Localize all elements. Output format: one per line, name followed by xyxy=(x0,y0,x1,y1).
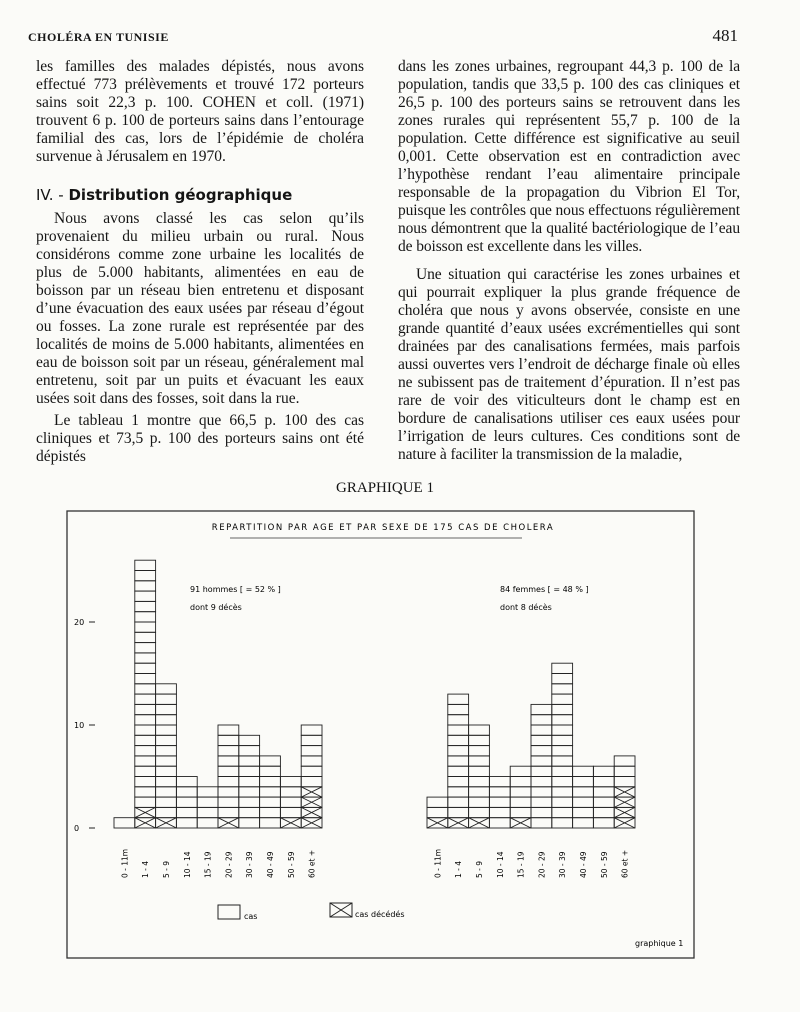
bar-femmes-1 xyxy=(448,694,469,828)
x-tick-label: 60 et + xyxy=(307,849,317,878)
case-cell xyxy=(510,766,531,776)
case-cell xyxy=(531,787,552,797)
case-cell xyxy=(510,777,531,787)
case-cell xyxy=(573,787,594,797)
case-cell xyxy=(135,715,156,725)
case-cell xyxy=(218,735,239,745)
bar-hommes-1 xyxy=(135,560,156,828)
case-cell xyxy=(614,756,635,766)
x-tick-label: 30 - 39 xyxy=(245,851,255,878)
men-deaths-annotation: dont 9 décès xyxy=(190,603,242,612)
case-cell xyxy=(510,797,531,807)
bar-femmes-2 xyxy=(469,725,490,828)
case-cell xyxy=(114,818,135,828)
x-tick-label: 20 - 29 xyxy=(537,851,547,878)
case-cell xyxy=(531,715,552,725)
case-cell xyxy=(239,746,260,756)
case-cell xyxy=(239,797,260,807)
case-cell xyxy=(427,807,448,817)
paragraph: dans les zones urbaines, regroupant 44,3 p. 100 de la population, tandis que 33,5 p. 100 des cas cliniques et 26,5 p. 100 des porteurs sains se retrouvent dans les zones rurales qui représentent 55,7 p. 100 de la population. Cette différence est significative au seuil 0,001. Cette observation est en contradiction avec l’hypothèse rendant l’eau alimentaire principale responsable de la propagation du Vibrion El Tor, puisque les contrôles que nous effectuons régulièrement nous démontrent que la qualité bactériologique de l’eau de boisson est excellente dans les villes. xyxy=(398,58,741,255)
case-cell xyxy=(280,797,301,807)
paragraph: Le tableau 1 montre que 66,5 p. 100 des cas cliniques et 73,5 p. 100 des porteurs sains ont été dépistés xyxy=(36,412,364,465)
case-cell xyxy=(531,756,552,766)
case-cell xyxy=(135,684,156,694)
x-tick-label: 50 - 59 xyxy=(599,851,609,878)
case-cell xyxy=(448,756,469,766)
case-cell xyxy=(239,818,260,828)
bar-hommes-5 xyxy=(218,725,239,828)
case-cell xyxy=(260,766,281,776)
x-tick-label: 5 - 9 xyxy=(162,860,171,878)
case-cell xyxy=(197,818,218,828)
case-cell xyxy=(135,746,156,756)
case-cell xyxy=(156,746,177,756)
case-cell xyxy=(135,571,156,581)
case-cell xyxy=(552,735,573,745)
case-cell xyxy=(218,777,239,787)
case-cell xyxy=(552,725,573,735)
bar-hommes-4 xyxy=(197,787,218,828)
case-cell xyxy=(448,766,469,776)
case-cell xyxy=(531,725,552,735)
x-tick-label: 1 - 4 xyxy=(141,860,151,878)
y-tick-label: 20 xyxy=(74,618,85,627)
case-cell xyxy=(531,735,552,745)
paragraph: Nous avons classé les cas selon qu’ils provenaient du milieu urbain ou rural. Nous considérons comme zone urbaine les localités de plus de 5.000 habitants, alimentées en eau de boisson par un réseau bien entretenu et disposant d’une évacuation des eaux usées par réseau d’égout ou fosses. La zone rurale est représentée par des localités de moins de 5.000 habitants, alimentées en eau de boisson soit par un réseau, généralement mal entretenu, soit par un puits et évacuant les eaux usées soit dans des fosses, soit dans la rue. xyxy=(36,210,364,407)
case-cell xyxy=(197,807,218,817)
case-cell xyxy=(135,632,156,642)
case-cell xyxy=(573,818,594,828)
case-cell xyxy=(552,777,573,787)
case-cell xyxy=(135,725,156,735)
case-cell xyxy=(531,777,552,787)
case-cell xyxy=(135,674,156,684)
case-cell xyxy=(239,756,260,766)
x-tick-label: 0 - 11m xyxy=(433,848,443,878)
case-cell xyxy=(156,694,177,704)
case-cell xyxy=(573,766,594,776)
bar-femmes-8 xyxy=(593,766,614,828)
case-cell xyxy=(218,807,239,817)
case-cell xyxy=(176,777,197,787)
case-cell xyxy=(573,777,594,787)
case-cell xyxy=(260,797,281,807)
case-cell xyxy=(593,818,614,828)
legend-cases-label: cas xyxy=(244,912,258,921)
case-cell xyxy=(469,725,490,735)
bar-femmes-7 xyxy=(573,766,594,828)
figure-heading: GRAPHIQUE 1 xyxy=(336,480,434,496)
case-cell xyxy=(280,807,301,817)
y-tick-label: 0 xyxy=(74,824,80,833)
case-cell xyxy=(239,807,260,817)
case-cell xyxy=(135,643,156,653)
case-cell xyxy=(301,777,322,787)
case-cell xyxy=(260,818,281,828)
men-annotation: 91 hommes [ = 52 % ] xyxy=(190,585,281,594)
case-cell xyxy=(239,766,260,776)
bar-hommes-7 xyxy=(260,756,281,828)
case-cell xyxy=(552,797,573,807)
bar-femmes-5 xyxy=(531,704,552,828)
x-tick-label: 60 et + xyxy=(620,849,630,878)
case-cell xyxy=(469,807,490,817)
case-cell xyxy=(489,787,510,797)
x-tick-label: 15 - 19 xyxy=(203,851,213,878)
bar-femmes-0 xyxy=(427,797,448,828)
case-cell xyxy=(448,797,469,807)
bar-hommes-0 xyxy=(114,818,135,828)
legend-deaths-swatch xyxy=(330,903,352,917)
case-cell xyxy=(448,704,469,714)
case-cell xyxy=(135,612,156,622)
x-tick-label: 10 - 14 xyxy=(182,851,192,878)
x-tick-label: 1 - 4 xyxy=(454,860,464,878)
case-cell xyxy=(218,756,239,766)
case-cell xyxy=(552,818,573,828)
x-tick-label: 10 - 14 xyxy=(495,851,505,878)
case-cell xyxy=(260,777,281,787)
case-cell xyxy=(260,787,281,797)
case-cell xyxy=(593,807,614,817)
case-cell xyxy=(135,756,156,766)
case-cell xyxy=(135,797,156,807)
case-cell xyxy=(489,818,510,828)
case-cell xyxy=(156,807,177,817)
running-title: CHOLÉRA EN TUNISIE xyxy=(28,30,169,44)
case-cell xyxy=(197,787,218,797)
case-cell xyxy=(239,787,260,797)
case-cell xyxy=(531,704,552,714)
case-cell xyxy=(531,746,552,756)
case-cell xyxy=(469,756,490,766)
bar-hommes-9 xyxy=(301,725,322,828)
x-tick-label: 30 - 39 xyxy=(558,851,568,878)
x-tick-label: 15 - 19 xyxy=(516,851,526,878)
case-cell xyxy=(135,601,156,611)
case-cell xyxy=(552,663,573,673)
case-cell xyxy=(469,766,490,776)
case-cell xyxy=(239,777,260,787)
case-cell xyxy=(489,807,510,817)
bar-hommes-8 xyxy=(280,777,301,829)
case-cell xyxy=(156,777,177,787)
case-cell xyxy=(593,797,614,807)
case-cell xyxy=(156,725,177,735)
section-number: IV. - xyxy=(36,186,64,204)
case-cell xyxy=(593,766,614,776)
case-cell xyxy=(135,560,156,570)
case-cell xyxy=(135,787,156,797)
case-cell xyxy=(135,591,156,601)
bar-femmes-9 xyxy=(614,756,635,828)
case-cell xyxy=(448,787,469,797)
case-cell xyxy=(156,766,177,776)
case-cell xyxy=(197,797,218,807)
case-cell xyxy=(469,797,490,807)
case-cell xyxy=(301,766,322,776)
case-cell xyxy=(135,622,156,632)
case-cell xyxy=(448,746,469,756)
case-cell xyxy=(280,777,301,787)
case-cell xyxy=(469,735,490,745)
section-title: Distribution géographique xyxy=(68,186,293,204)
case-cell xyxy=(176,818,197,828)
case-cell xyxy=(531,766,552,776)
case-cell xyxy=(156,797,177,807)
case-cell xyxy=(156,715,177,725)
bar-femmes-4 xyxy=(510,766,531,828)
bar-femmes-3 xyxy=(489,777,510,829)
case-cell xyxy=(218,787,239,797)
case-cell xyxy=(218,797,239,807)
page-number: 481 xyxy=(712,26,738,45)
case-cell xyxy=(301,725,322,735)
y-tick-label: 10 xyxy=(74,721,85,730)
case-cell xyxy=(593,787,614,797)
case-cell xyxy=(614,766,635,776)
legend-cases-swatch xyxy=(218,905,240,919)
case-cell xyxy=(156,735,177,745)
case-cell xyxy=(510,807,531,817)
case-cell xyxy=(531,807,552,817)
case-cell xyxy=(552,807,573,817)
case-cell xyxy=(552,704,573,714)
case-cell xyxy=(531,797,552,807)
case-cell xyxy=(301,756,322,766)
case-cell xyxy=(448,725,469,735)
x-tick-label: 0 - 11m xyxy=(120,848,130,878)
case-cell xyxy=(448,715,469,725)
case-cell xyxy=(218,766,239,776)
case-cell xyxy=(176,807,197,817)
case-cell xyxy=(469,787,490,797)
case-cell xyxy=(552,787,573,797)
case-cell xyxy=(301,746,322,756)
case-cell xyxy=(156,704,177,714)
case-cell xyxy=(135,694,156,704)
case-cell xyxy=(552,674,573,684)
case-cell xyxy=(301,735,322,745)
case-cell xyxy=(135,766,156,776)
case-cell xyxy=(135,704,156,714)
case-cell xyxy=(448,777,469,787)
case-cell xyxy=(573,797,594,807)
chart-title: REPARTITION PAR AGE ET PAR SEXE DE 175 CAS DE CHOLERA xyxy=(211,523,555,533)
case-cell xyxy=(156,756,177,766)
legend-deaths-label: cas décédés xyxy=(355,910,405,919)
women-deaths-annotation: dont 8 décès xyxy=(500,603,552,612)
case-cell xyxy=(489,797,510,807)
case-cell xyxy=(427,797,448,807)
case-cell xyxy=(176,797,197,807)
case-cell xyxy=(135,663,156,673)
paragraph: les familles des malades dépistés, nous avons effectué 773 prélèvements et trouvé 172 porteurs sains soit 22,3 p. 100. COHEN et coll. (1971) trouvent 6 p. 100 de porteurs sains dans l’entourage familial des cas, lors de l’épidémie de choléra survenue à Jérusalem en 1970. xyxy=(36,58,364,165)
case-cell xyxy=(552,715,573,725)
case-cell xyxy=(135,735,156,745)
case-cell xyxy=(614,777,635,787)
case-cell xyxy=(260,807,281,817)
case-cell xyxy=(510,787,531,797)
case-cell xyxy=(260,756,281,766)
chart-frame xyxy=(67,511,694,958)
case-cell xyxy=(573,807,594,817)
case-cell xyxy=(176,787,197,797)
case-cell xyxy=(469,777,490,787)
case-cell xyxy=(135,581,156,591)
case-cell xyxy=(218,746,239,756)
case-cell xyxy=(593,777,614,787)
case-cell xyxy=(531,818,552,828)
case-cell xyxy=(489,777,510,787)
case-cell xyxy=(448,694,469,704)
x-tick-label: 50 - 59 xyxy=(286,851,296,878)
case-cell xyxy=(239,735,260,745)
case-cell xyxy=(469,746,490,756)
case-cell xyxy=(218,725,239,735)
case-cell xyxy=(552,756,573,766)
bar-hommes-6 xyxy=(239,735,260,828)
paragraph: Une situation qui caractérise les zones urbaines et qui pourrait expliquer la plus grande fréquence de choléra que nous y avons observée, consiste en une grande quantité d’eaux usées excrémentielles qui sont drainées par des canalisations fermées, mais parfois aussi ouvertes vers l’endroit de décharge finale où elles ne subissent pas de traitement d’épuration. Il n’est pas rare de voir des viticulteurs dont le champ est en bordure de canalisations utiliser ces eaux usées pour l’irrigation de leurs cultures. Ces conditions sont de nature à faciliter la transmission de la maladie, xyxy=(398,266,740,463)
bar-femmes-6 xyxy=(552,663,573,828)
case-cell xyxy=(448,807,469,817)
case-cell xyxy=(552,746,573,756)
case-cell xyxy=(552,766,573,776)
bar-hommes-2 xyxy=(156,684,177,828)
case-cell xyxy=(135,653,156,663)
case-cell xyxy=(280,787,301,797)
x-tick-label: 40 - 49 xyxy=(266,851,275,878)
bar-hommes-3 xyxy=(176,777,197,829)
figure-footer: graphique 1 xyxy=(635,939,684,948)
case-cell xyxy=(448,735,469,745)
x-tick-label: 5 - 9 xyxy=(475,860,484,878)
case-cell xyxy=(156,787,177,797)
women-annotation: 84 femmes [ = 48 % ] xyxy=(500,585,589,594)
x-tick-label: 20 - 29 xyxy=(224,851,234,878)
case-cell xyxy=(135,777,156,787)
case-cell xyxy=(552,694,573,704)
case-cell xyxy=(552,684,573,694)
case-cell xyxy=(156,684,177,694)
x-tick-label: 40 - 49 xyxy=(579,851,588,878)
